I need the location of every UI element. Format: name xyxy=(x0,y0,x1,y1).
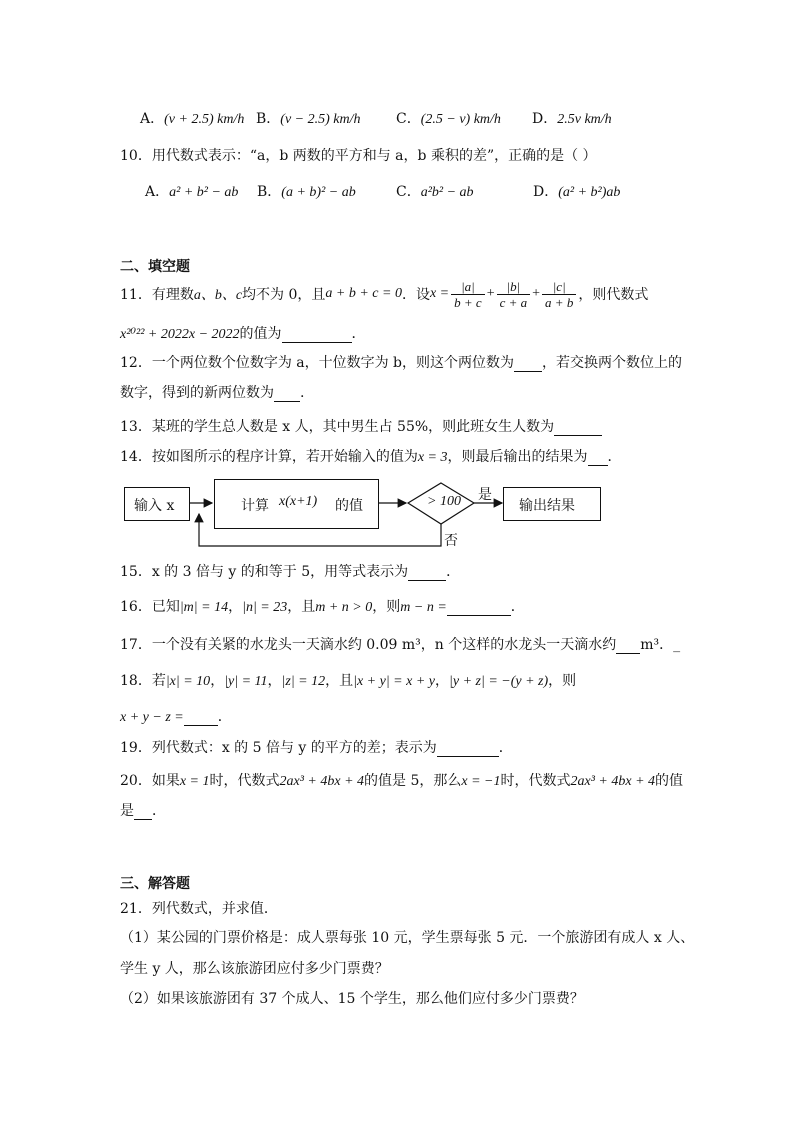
q20-line1 xyxy=(120,770,683,790)
q16-condition: m + n > 0 xyxy=(315,600,373,615)
q16-expr: m − n = xyxy=(400,600,447,615)
q18-abs-x: |x| = 10 xyxy=(165,674,211,689)
q15-text: 15．x 的 3 倍与 y 的和等于 5，用等式表示为 xyxy=(120,564,409,580)
q20-line2 xyxy=(120,800,166,820)
q11-end: ． xyxy=(351,326,366,342)
q18-line1 xyxy=(120,670,576,690)
q13-text: 13．某班的学生总人数是 x 人，其中男生占 55%，则此班女生人数为 xyxy=(120,419,555,435)
q20-cond-1: x = 1 xyxy=(179,774,210,789)
q18-line2 xyxy=(120,706,232,726)
flow-compute-box xyxy=(214,479,379,529)
q11-set: ．设 xyxy=(401,287,430,303)
q10-option-d-label: D． xyxy=(533,184,559,200)
q10-option-b-expr: (a + b)² − ab xyxy=(281,185,356,200)
flow-compute-pre: 计算 xyxy=(241,498,269,514)
q20-end: ． xyxy=(152,803,166,819)
q11-suffix: ，则代数式 xyxy=(578,287,649,303)
q18-abs-y: |y| = 11 xyxy=(224,674,268,689)
q10-option-d-expr: (a² + b²)ab xyxy=(558,185,621,200)
q16-answer-blank[interactable] xyxy=(447,601,511,616)
q21-title: 21．列代数式，并求值． xyxy=(120,901,278,917)
q21-part1-line2: 学生 y 人，那么该旅游团应付多少门票费？ xyxy=(120,961,389,977)
q10-option-b-label: B． xyxy=(257,184,282,200)
q16-abs-n: |n| = 23 xyxy=(242,600,288,615)
section-fill-in-title: 二、填空题 xyxy=(120,259,190,275)
q17-end: m³．_ xyxy=(640,637,681,653)
q9-option-c-expr: (2.5 − v) km/h xyxy=(420,112,501,127)
q18-mid: ，且 xyxy=(325,673,354,689)
q11-prefix: 11．有理数 xyxy=(120,287,194,303)
q20-expr-1: 2ax³ + 4bx + 4 xyxy=(279,774,365,789)
q18-pre: 18．若 xyxy=(120,673,166,689)
flow-output-box xyxy=(503,487,601,521)
q10-option-c-label: C． xyxy=(396,184,421,200)
q11-fraction-3-den: a + b xyxy=(545,294,574,310)
q9-option-b-expr: (v − 2.5) km/h xyxy=(280,112,361,127)
q11-condition: a + b + c = 0 xyxy=(325,286,402,301)
q16-then: ，则 xyxy=(372,599,401,615)
q11-fraction-2-num: |b| xyxy=(497,279,531,295)
q9-option-a-label: A． xyxy=(140,111,165,127)
q12-end: . xyxy=(300,385,305,401)
q9-option-c-label: C． xyxy=(396,111,421,127)
q11-fraction-1-den: b + c xyxy=(454,294,482,310)
q10-option-a-expr: a² + b² − ab xyxy=(169,185,239,200)
q10-option-c-expr: a²b² − ab xyxy=(420,185,474,200)
comma-sep: ， xyxy=(228,600,243,615)
q16-pre: 16．已知 xyxy=(120,599,180,615)
flow-compute-post: 的值 xyxy=(335,498,363,514)
q20-line2-text: 是 xyxy=(120,803,134,819)
q14-text: 14．按如图所示的程序计算，若开始输入的值为 xyxy=(120,449,418,465)
comma-sep: ， xyxy=(435,674,450,689)
q12-mid: ，若交换两个数位上的 xyxy=(542,355,683,371)
flow-yes-label: 是 xyxy=(478,487,492,503)
flow-no-label: 否 xyxy=(444,533,458,549)
q14-value: x = 3 xyxy=(417,450,448,465)
q18-then: ，则 xyxy=(548,673,577,689)
q21-part2: （2）如果该旅游团有 37 个成人、15 个学生，那么他们应付多少门票费？ xyxy=(120,991,584,1007)
q11-x-eq: x = xyxy=(429,286,450,301)
q14-end: ． xyxy=(607,449,622,465)
flow-condition-label: > 100 xyxy=(427,494,461,509)
q18-end: ． xyxy=(217,709,232,725)
q10-text: 10．用代数式表示：“a，b 两数的平方和与 a，b 乘积的差”，正确的是（ ） xyxy=(120,148,597,164)
plus-sign-icon: + xyxy=(486,286,495,301)
q19-end: ． xyxy=(498,740,513,756)
q9-option-b-label: B． xyxy=(256,111,281,127)
q9-option-a-expr: (v + 2.5) km/h xyxy=(164,112,245,127)
q20-mid1: 时，代数式 xyxy=(209,773,280,789)
q18-answer-blank[interactable] xyxy=(184,711,218,726)
q11-line2-text: 的值为 xyxy=(239,326,282,342)
q12-line1-text: 12．一个两位数个位数字为 a，十位数字为 b，则这个两位数为 xyxy=(120,355,515,371)
section-solve-title: 三、解答题 xyxy=(120,876,190,892)
flow-input-box xyxy=(124,487,190,521)
q10-option-a-label: A． xyxy=(145,184,170,200)
q11-middle: 均不为 0，且 xyxy=(242,287,326,303)
q20-tail: 的值 xyxy=(655,773,684,789)
q21-part1-line1: （1）某公园的门票价格是：成人票每张 10 元，学生票每张 5 元．一个旅游团有成人 x 人、 xyxy=(120,930,695,946)
q18-cond-2: |y + z| = −(y + z) xyxy=(449,674,549,689)
q17-line xyxy=(120,634,680,654)
q17-answer-blank[interactable] xyxy=(616,639,640,654)
q11-fraction-2-den: c + a xyxy=(499,294,528,310)
q20-pre: 20．如果 xyxy=(120,773,180,789)
flow-input-label: 输入 x xyxy=(134,498,175,514)
comma-sep: ， xyxy=(267,674,282,689)
q18-line2-expr: x + y − z = xyxy=(120,710,184,725)
q11-line2-expr: x²⁰²² + 2022x − 2022 xyxy=(120,327,240,342)
q15-end: ． xyxy=(446,564,461,580)
q15-line xyxy=(120,561,460,581)
q17-text: 17．一个没有关紧的水龙头一天滴水约 0.09 m³，n 个这样的水龙头一天滴水约 xyxy=(120,637,617,653)
q20-answer-blank[interactable] xyxy=(134,805,152,820)
comma-sep: ， xyxy=(210,674,225,689)
q19-answer-blank[interactable] xyxy=(437,742,499,757)
q15-answer-blank[interactable] xyxy=(408,566,446,581)
q16-abs-m: |m| = 14 xyxy=(179,600,229,615)
q11-vars: a、b、c xyxy=(193,288,243,303)
q9-option-d-expr: 2.5v km/h xyxy=(557,112,612,127)
q20-cond-2: x = −1 xyxy=(461,774,501,789)
flow-output-label: 输出结果 xyxy=(519,498,575,514)
q19-text: 19．列代数式：x 的 5 倍与 y 的平方的差；表示为 xyxy=(120,740,437,756)
q18-abs-z: |z| = 12 xyxy=(281,674,326,689)
q20-expr-2: 2ax³ + 4bx + 4 xyxy=(570,774,656,789)
comma-sep: ，且 xyxy=(287,600,316,615)
q12-line2-text: 数字，得到的新两位数为 xyxy=(120,385,274,401)
q11-fraction-3-num: |c| xyxy=(542,279,576,295)
flow-compute-expr: x(x+1) xyxy=(279,494,318,509)
plus-sign-icon: + xyxy=(532,286,541,301)
q14-tail: ，则最后输出的结果为 xyxy=(447,449,588,465)
q11-fraction-1-num: |a| xyxy=(451,279,485,295)
q20-mid3: 时，代数式 xyxy=(500,773,571,789)
q20-mid2: 的值是 5，那么 xyxy=(364,773,462,789)
q16-line xyxy=(120,596,525,616)
q9-option-d-label: D． xyxy=(532,111,558,127)
q18-cond-1: |x + y| = x + y xyxy=(353,674,436,689)
q19-line xyxy=(120,737,513,757)
q16-end: ． xyxy=(510,599,525,615)
